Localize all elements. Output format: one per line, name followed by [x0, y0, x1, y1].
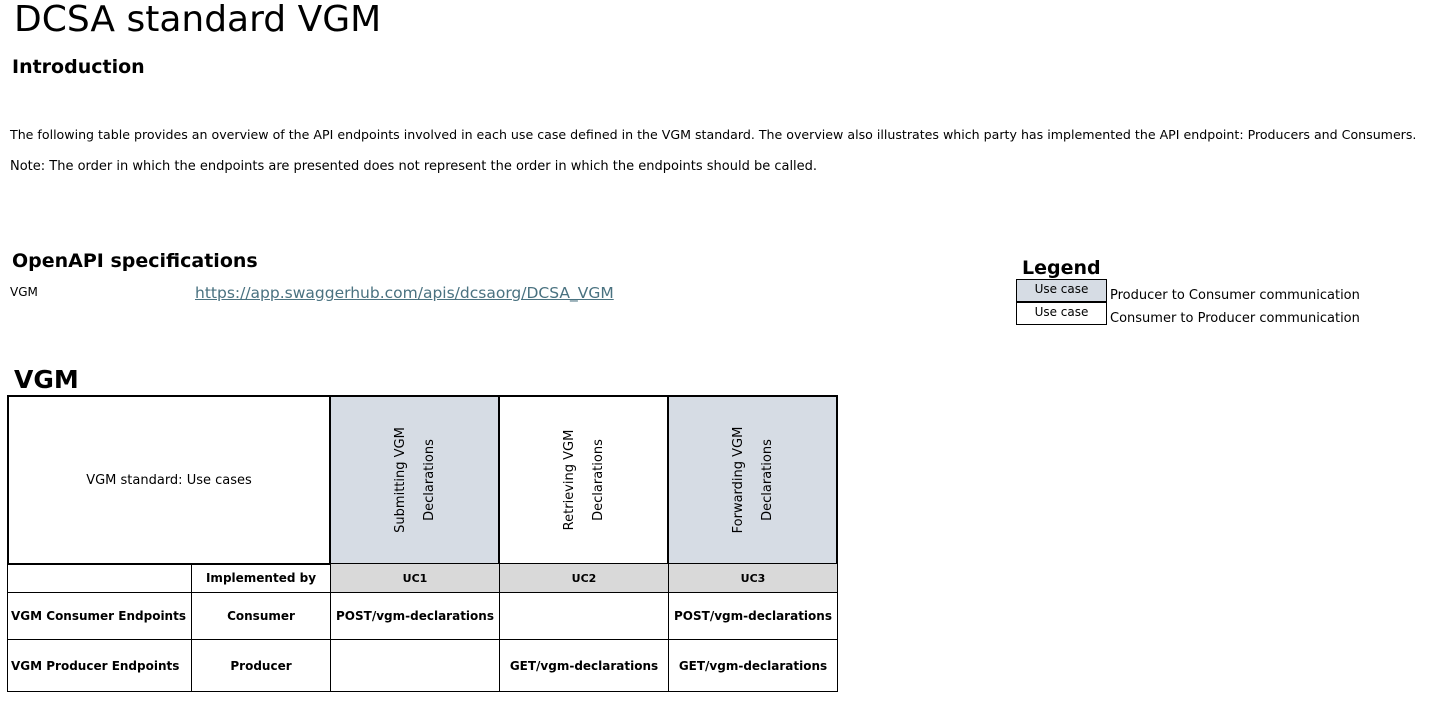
endpoint-producer-uc3-text: GET/vgm-declarations — [678, 658, 828, 673]
endpoint-consumer-uc1-text: POST/vgm-declarations — [336, 609, 494, 623]
vgm-section-heading: VGM — [14, 365, 79, 394]
table-header-label-cell — [7, 395, 331, 565]
endpoint-producer-uc1 — [330, 639, 500, 692]
implemented-by-producer-text: Producer — [230, 658, 292, 673]
use-case-header-uc2 — [498, 395, 669, 565]
use-case-code-label-uc3: UC3 — [740, 571, 766, 585]
endpoint-producer-uc3 — [668, 639, 838, 692]
use-case-code-label-uc2: UC2 — [571, 571, 597, 585]
endpoint-consumer-uc1 — [330, 592, 500, 640]
spec-label: VGM — [10, 285, 38, 299]
use-case-name-uc1: Submitting VGM Declarations — [392, 427, 437, 533]
legend-box-consumer-to-producer: Use case — [1016, 302, 1107, 325]
endpoint-producer-uc2-text: GET/vgm-declarations — [509, 658, 659, 673]
implemented-by-consumer — [191, 592, 331, 640]
table-header-label: VGM standard: Use cases — [86, 472, 252, 488]
row-label-consumer: VGM Consumer Endpoints — [11, 609, 186, 623]
legend-description-consumer-to-producer: Consumer to Producer communication — [1110, 311, 1360, 326]
endpoint-consumer-uc3 — [668, 592, 838, 640]
table-row-empty-cell — [7, 563, 192, 593]
use-case-header-uc1 — [329, 395, 500, 565]
introduction-text: The following table provides an overview of the API endpoints involved in each use case defined in the VGM standard. The overview also illustrates which party has implemented the API endpoint: Producers and Consumers. — [10, 127, 1417, 142]
endpoint-consumer-uc3-text: POST/vgm-declarations — [674, 609, 832, 623]
implemented-by-consumer-text: Consumer — [227, 609, 295, 623]
introduction-heading: Introduction — [12, 56, 145, 78]
use-case-name-uc3: Forwarding VGM Declarations — [730, 426, 775, 534]
spec-link[interactable]: https://app.swaggerhub.com/apis/dcsaorg/DCSA_VGM — [195, 284, 614, 302]
table-row-label-consumer — [7, 592, 192, 640]
introduction-note: Note: The order in which the endpoints are presented does not represent the order in which the endpoints should be called. — [10, 159, 818, 174]
use-case-code-uc2 — [499, 563, 669, 593]
use-case-code-uc1 — [330, 563, 500, 593]
row-label-producer: VGM Producer Endpoints — [11, 658, 180, 673]
endpoint-consumer-uc2 — [499, 592, 669, 640]
implemented-by-header — [191, 563, 331, 593]
table-row-label-producer — [7, 639, 192, 692]
implemented-by-label: Implemented by — [205, 571, 317, 585]
legend-box-producer-to-consumer: Use case — [1016, 279, 1107, 302]
openapi-heading: OpenAPI specifications — [12, 250, 258, 272]
use-case-name-uc2: Retrieving VGM Declarations — [561, 429, 606, 531]
implemented-by-producer — [191, 639, 331, 692]
page-title: DCSA standard VGM — [14, 0, 382, 40]
legend-title: Legend — [1022, 257, 1101, 279]
use-case-code-uc3 — [668, 563, 838, 593]
use-case-header-uc3 — [667, 395, 838, 565]
use-case-code-label-uc1: UC1 — [402, 571, 428, 585]
legend-description-producer-to-consumer: Producer to Consumer communication — [1110, 288, 1360, 303]
endpoint-producer-uc2 — [499, 639, 669, 692]
